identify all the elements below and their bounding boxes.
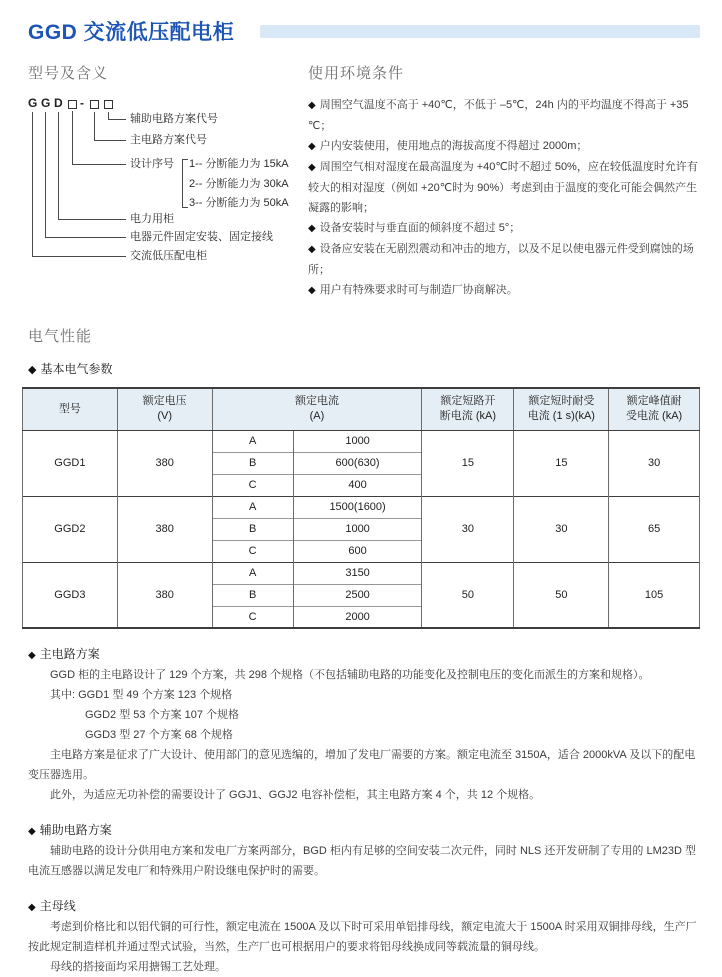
voltage-cell: 380: [117, 430, 212, 496]
col-header-current: 额定电流 (A): [212, 388, 422, 430]
breaking-cell: 30: [422, 496, 514, 562]
current-letter-cell: C: [212, 540, 293, 562]
current-letter-cell: B: [212, 452, 293, 474]
busbar-paragraph: 母线的搭接面均采用搪锡工艺处理。: [50, 961, 226, 973]
current-value-cell: 3150: [293, 562, 422, 584]
env-item-text: 设备应安装在无剧烈震动和冲击的地方，以及不足以使电器元件受到腐蚀的场所；: [308, 243, 694, 276]
peak-cell: 105: [609, 562, 700, 628]
current-value-cell: 600: [293, 540, 422, 562]
model-char: G: [41, 96, 51, 110]
withstand-cell: 30: [514, 496, 609, 562]
current-letter-cell: C: [212, 474, 293, 496]
col-header-voltage: 额定电压 (V): [117, 388, 212, 430]
main-circuit-paragraph: 此外，为适应无功补偿的需要设计了 GGJ1、GGJ2 电容补偿柜，其主电路方案 4 个，共 12 个规格。: [50, 789, 541, 801]
env-section-heading: 使用环境条件: [308, 65, 405, 82]
design-option: 1-- 分断能力为 15kA: [189, 158, 289, 170]
diamond-bullet-icon: ◆: [308, 100, 316, 111]
basic-params-subheading: [28, 360, 722, 377]
label-fixed-mounting: 电器元件固定安装、固定接线: [130, 231, 273, 243]
aux-circuit-label: 辅助电路方案: [39, 823, 112, 837]
model-box-icon: [68, 100, 77, 109]
main-circuit-paragraph: GGD3 型 27 个方案 68 个规格: [85, 729, 233, 741]
diamond-bullet-icon: ◆: [308, 244, 316, 255]
diamond-bullet-icon: ◆: [308, 285, 316, 296]
diamond-bullet-icon: ◆: [308, 141, 316, 152]
diamond-bullet-icon: ◆: [28, 826, 36, 837]
busbar-paragraph: 考虑到价格比和以铝代铜的可行性，额定电流在 1500A 及以下时可采用单铝排母线，额定电流大于 1500A 时采用双铜排母线，生产厂按此规定制造样机并通过型式试验，当然，生产厂也可根据用户的要求将铝母线换成同等载流量的铜母线。: [28, 921, 697, 953]
model-diagram: [28, 97, 306, 269]
env-item-text: 设备安装时与垂直面的倾斜度不超过 5°；: [319, 222, 521, 234]
current-value-cell: 1500(1600): [293, 496, 422, 518]
peak-cell: 30: [609, 430, 700, 496]
current-value-cell: 600(630): [293, 452, 422, 474]
col-header-withstand: 额定短时耐受 电流 (1 s)(kA): [514, 388, 609, 430]
params-table-wrap: [22, 387, 700, 629]
main-circuit-label: 主电路方案: [39, 647, 100, 661]
col-header-breaking: 额定短路开 断电流 (kA): [422, 388, 514, 430]
model-box-icon: [104, 100, 113, 109]
basic-params-label: 基本电气参数: [40, 362, 113, 376]
model-char: G: [28, 96, 38, 110]
col-header-peak: 额定峰值耐 受电流 (kA): [609, 388, 700, 430]
design-option: 2-- 分断能力为 30kA: [189, 178, 289, 190]
env-item-text: 周围空气相对湿度在最高温度为 +40℃时不超过 50%，应在较低温度时允许有较大的相对湿度（例如 +20℃时为 90%）考虑到由于温度的变化可能会偶然产生凝露的影响；: [308, 161, 698, 214]
label-aux-code: 辅助电路方案代号: [130, 113, 218, 125]
busbar-label: 主母线: [39, 899, 76, 913]
env-item: [308, 218, 706, 239]
env-item: [308, 239, 706, 280]
env-item: [308, 95, 706, 136]
main-circuit-subheading: [28, 645, 698, 662]
current-value-cell: 2500: [293, 584, 422, 606]
title-row: [0, 0, 722, 46]
env-list: [308, 95, 706, 301]
env-item-text: 用户有特殊要求时可与制造厂协商解决。: [319, 284, 518, 296]
label-ac-cabinet: 交流低压配电柜: [130, 250, 207, 262]
model-cell: GGD3: [23, 562, 118, 628]
label-main-code: 主电路方案代号: [130, 134, 207, 146]
env-item: [308, 136, 706, 157]
model-cell: GGD1: [23, 430, 118, 496]
withstand-cell: 15: [514, 430, 609, 496]
diamond-bullet-icon: ◆: [28, 650, 36, 661]
label-power-cabinet: 电力用柜: [130, 213, 174, 225]
diamond-bullet-icon: ◆: [308, 162, 316, 173]
env-item: [308, 157, 706, 218]
design-option: 3-- 分断能力为 50kA: [189, 197, 289, 209]
params-table: [22, 387, 700, 629]
model-section-heading: 型号及含义: [28, 65, 109, 82]
current-letter-cell: A: [212, 496, 293, 518]
label-design-serial: 设计序号: [130, 158, 174, 170]
current-value-cell: 2000: [293, 606, 422, 628]
env-item: [308, 280, 706, 301]
header-row: [23, 388, 700, 430]
env-section: [308, 62, 706, 301]
aux-circuit-subheading: [28, 821, 698, 838]
model-section: [28, 62, 308, 301]
current-letter-cell: A: [212, 430, 293, 452]
model-cell: GGD2: [23, 496, 118, 562]
main-circuit-paragraph: 主电路方案是征求了广大设计、使用部门的意见选编的，增加了发电厂需要的方案。额定电流至 3150A，适合 2000kVA 及以下的配电变压器选用。: [28, 749, 696, 781]
current-value-cell: 1000: [293, 430, 422, 452]
page-title: GGD 交流低压配电柜: [28, 21, 235, 44]
table-row: [23, 430, 700, 452]
current-value-cell: 400: [293, 474, 422, 496]
main-circuit-paragraph: GGD2 型 53 个方案 107 个规格: [85, 709, 240, 721]
peak-cell: 65: [609, 496, 700, 562]
bottom-sections: [28, 645, 698, 977]
env-item-text: 周围空气温度不高于 +40℃，不低于 –5℃，24h 内的平均温度不得高于 +35 ℃；: [308, 99, 689, 132]
model-box-icon: [90, 100, 99, 109]
withstand-cell: 50: [514, 562, 609, 628]
voltage-cell: 380: [117, 496, 212, 562]
breaking-cell: 50: [422, 562, 514, 628]
breaking-cell: 15: [422, 430, 514, 496]
current-value-cell: 1000: [293, 518, 422, 540]
title-accent-bar: [260, 25, 700, 38]
upper-section: [28, 62, 700, 301]
model-dash: -: [80, 96, 84, 110]
electrical-heading: 电气性能: [28, 328, 93, 345]
table-row: [23, 496, 700, 518]
busbar-subheading: [28, 897, 698, 914]
diamond-bullet-icon: ◆: [28, 902, 36, 913]
col-header-model: 型号: [23, 388, 118, 430]
aux-circuit-paragraph: 辅助电路的设计分供用电方案和发电厂方案两部分，BGD 柜内有足够的空间安装二次元件，同时 NLS 还开发研制了专用的 LM23D 型电流互感器以满足发电厂和特殊用户附设继电保护时的需要。: [28, 845, 696, 877]
main-circuit-paragraph: 其中: GGD1 型 49 个方案 123 个规格: [50, 689, 233, 701]
main-circuit-paragraph: GGD 柜的主电路设计了 129 个方案，共 298 个规格（不包括辅助电路的功能变化及控制电压的变化而派生的方案和规格）。: [50, 669, 650, 681]
current-letter-cell: B: [212, 518, 293, 540]
diamond-bullet-icon: ◆: [28, 364, 37, 376]
current-letter-cell: B: [212, 584, 293, 606]
voltage-cell: 380: [117, 562, 212, 628]
env-item-text: 户内安装使用，使用地点的海拔高度不得超过 2000m；: [319, 140, 588, 152]
model-char: D: [54, 96, 63, 110]
diamond-bullet-icon: ◆: [308, 223, 316, 234]
current-letter-cell: A: [212, 562, 293, 584]
current-letter-cell: C: [212, 606, 293, 628]
table-row: [23, 562, 700, 584]
